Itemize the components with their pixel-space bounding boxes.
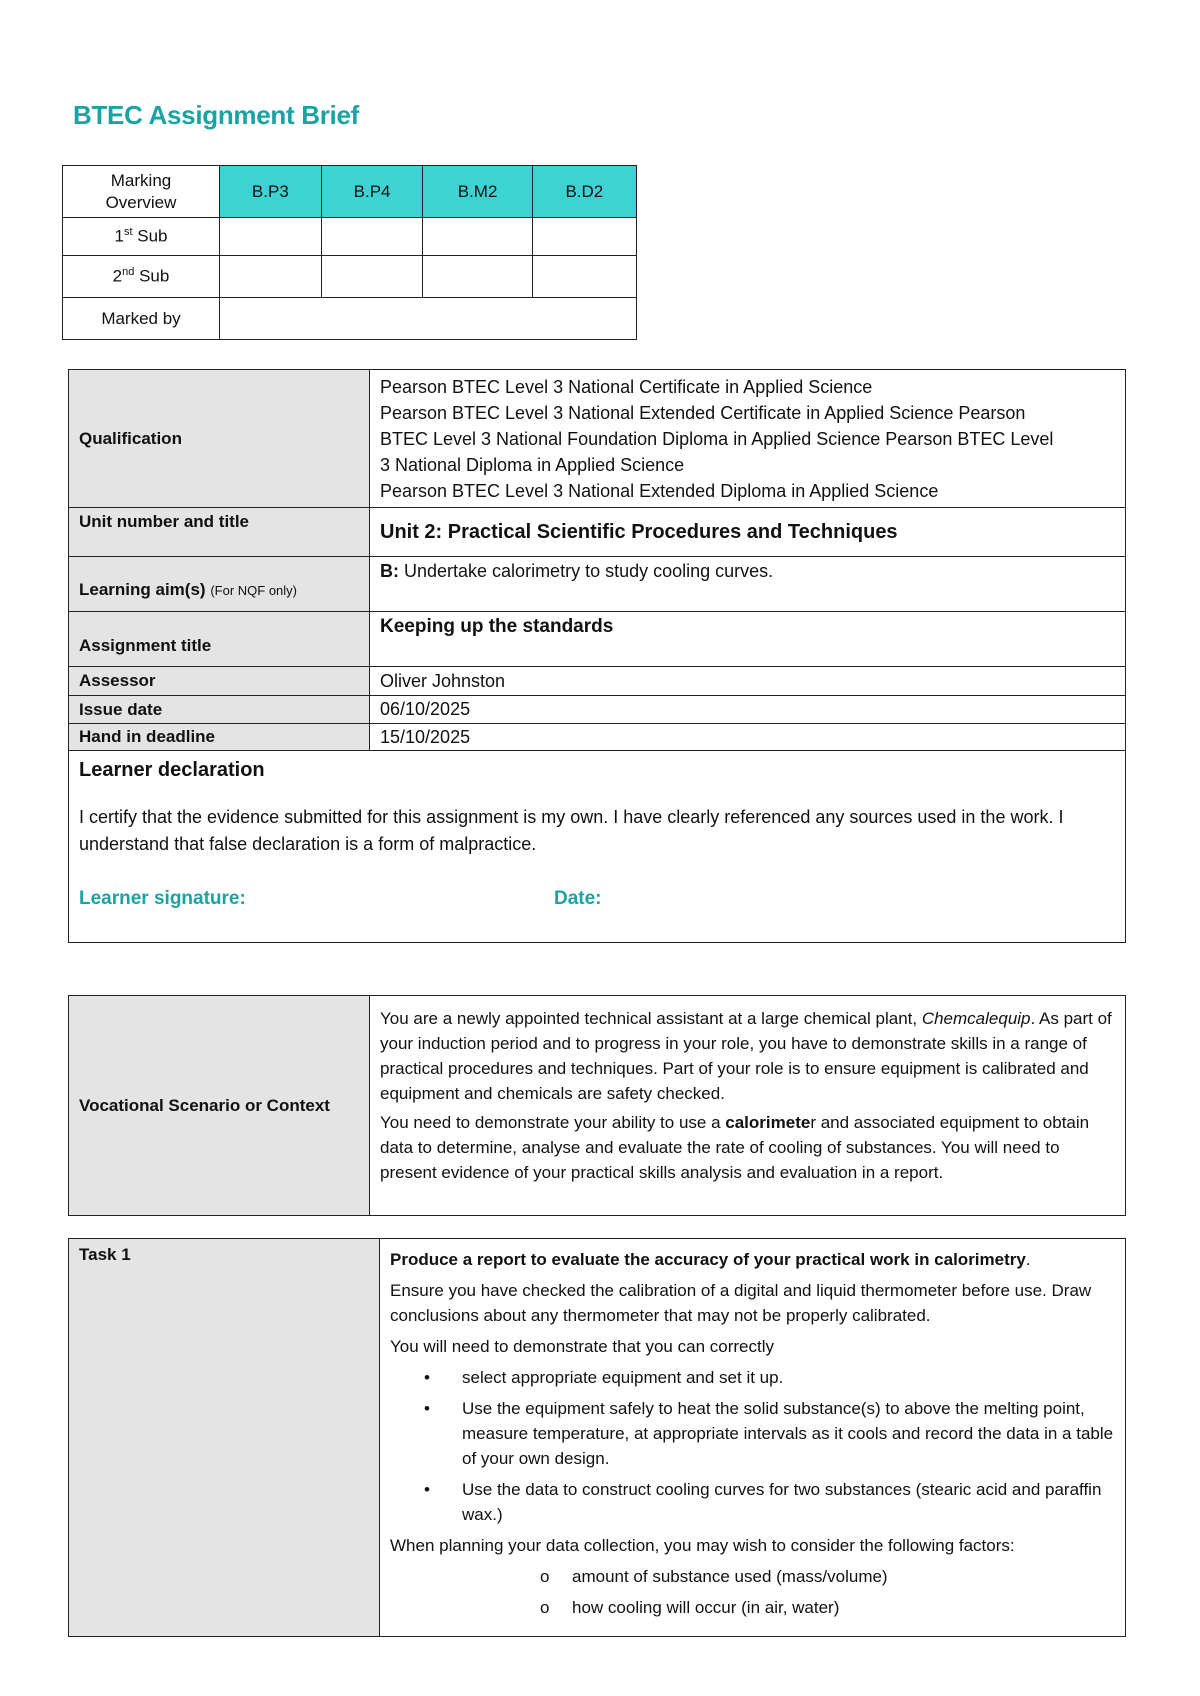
marking-overview-table [62, 165, 637, 340]
date-label: Date: [554, 888, 602, 909]
qualification-line: Pearson BTEC Level 3 National Extended Certificate in Applied Science Pearson [380, 402, 1026, 423]
first-sub-cell[interactable] [532, 218, 636, 256]
first-sub-label: 1st Sub [63, 218, 220, 256]
marked-by-cell[interactable] [220, 298, 637, 340]
scenario-text: You are a newly appointed technical assistant at a large chemical plant, Chemcalequip. As part of your induction period and to progress in your role, you have to demonstrate skills in a range of practical procedures and techniques. Part of your role is to ensure equipment is calibrated and equipment and chemicals are safety checked. You need to demonstrate your ability to use a calorimeter and associated equipment to obtain data to determine, analyse and evaluate the rate of cooling of substances. You will need to present evidence of your practical skills analysis and evaluation in a report. [370, 996, 1126, 1216]
assessor-value: Oliver Johnston [370, 667, 1126, 696]
first-sub-cell[interactable] [321, 218, 423, 256]
task-paragraph: Ensure you have checked the calibration of a digital and liquid thermometer before use. Draw conclusions about any thermometer that may not be properly calibrated. [390, 1281, 1092, 1325]
second-sub-cell[interactable] [321, 256, 423, 298]
first-sub-cell[interactable] [220, 218, 322, 256]
learning-aim-value: B: Undertake calorimetry to study cooling curves. [370, 557, 1126, 612]
deadline-label: Hand in deadline [69, 724, 370, 751]
list-item: • Use the data to construct cooling curves for two substances (stearic acid and paraffin wax.) [424, 1480, 1102, 1524]
qualification-line: 3 National Diploma in Applied Science [380, 454, 685, 475]
criterion-bm2: B.M2 [423, 166, 532, 218]
unit-label: Unit number and title [69, 508, 370, 557]
list-item: • select appropriate equipment and set it up. [424, 1368, 784, 1387]
deadline-value: 15/10/2025 [370, 724, 1126, 751]
criterion-bp3: B.P3 [220, 166, 322, 218]
second-sub-cell[interactable] [532, 256, 636, 298]
qualification-line: BTEC Level 3 National Foundation Diploma in Applied Science Pearson BTEC Level [380, 428, 1054, 449]
marked-by-label: Marked by [63, 298, 220, 340]
criterion-bd2: B.D2 [532, 166, 636, 218]
list-item: • Use the equipment safely to heat the solid substance(s) to above the melting point, measure temperature, at appropriate intervals as it cools and record the data in a table of your own design. [424, 1399, 1114, 1468]
qualification-line: Pearson BTEC Level 3 National Certificate in Applied Science [380, 376, 873, 397]
learner-declaration [69, 751, 1126, 943]
marking-overview-label: Marking Overview [63, 166, 220, 218]
qualification-value [370, 370, 1126, 508]
declaration-text: I certify that the evidence submitted for this assignment is my own. I have clearly referenced any sources used in the work. I understand that false declaration is a form of malpractice. [79, 807, 1064, 854]
qualification-line: Pearson BTEC Level 3 National Extended Diploma in Applied Science [380, 480, 939, 501]
unit-value: Unit 2: Practical Scientific Procedures and Techniques [370, 508, 1126, 557]
learning-aim-label: Learning aim(s) (For NQF only) [69, 557, 370, 612]
task-table [68, 1238, 1126, 1637]
assignment-title-value: Keeping up the standards [370, 612, 1126, 667]
sub-list-item: o how cooling will occur (in air, water) [540, 1598, 840, 1617]
assignment-title-label: Assignment title [69, 612, 370, 667]
task-paragraph: You will need to demonstrate that you can correctly [390, 1337, 774, 1356]
issue-date-label: Issue date [69, 696, 370, 724]
qualification-label: Qualification [69, 370, 370, 508]
second-sub-cell[interactable] [423, 256, 532, 298]
assignment-info-table [68, 369, 1126, 943]
declaration-heading: Learner declaration [79, 759, 265, 781]
task-heading: Produce a report to evaluate the accuracy of your practical work in calorimetry [390, 1250, 1026, 1269]
criterion-bp4: B.P4 [321, 166, 423, 218]
scenario-label: Vocational Scenario or Context [69, 996, 370, 1216]
second-sub-label: 2nd Sub [63, 256, 220, 298]
first-sub-cell[interactable] [423, 218, 532, 256]
scenario-table [68, 995, 1126, 1216]
task-label: Task 1 [69, 1239, 380, 1637]
task-content: Produce a report to evaluate the accuracy of your practical work in calorimetry. Ensure you have checked the calibration of a digital and liquid thermometer before use. Draw conclusions about any thermometer that may not be properly calibrated. You will need to demonstrate that you can correctly • select appropriate equipment and set it up. • Use the equipment safely to heat the solid substance(s) to above the melting point, measure temperature, at appropriate intervals as it cools and record the data in a table of your own design. • Use the data to construct cooling curves for two substances (stearic acid and paraffin wax.) When planning your data collection, you may wish to consider the following factors: o amount of substance used (mass/volume) o how cooling will occur (in air, water) [380, 1239, 1126, 1637]
issue-date-value: 06/10/2025 [370, 696, 1126, 724]
task-paragraph: When planning your data collection, you may wish to consider the following factors: [390, 1536, 1015, 1555]
learner-signature-label: Learner signature: [79, 888, 246, 909]
second-sub-cell[interactable] [220, 256, 322, 298]
assessor-label: Assessor [69, 667, 370, 696]
sub-list-item: o amount of substance used (mass/volume) [540, 1567, 888, 1586]
document-title: BTEC Assignment Brief [73, 100, 359, 130]
